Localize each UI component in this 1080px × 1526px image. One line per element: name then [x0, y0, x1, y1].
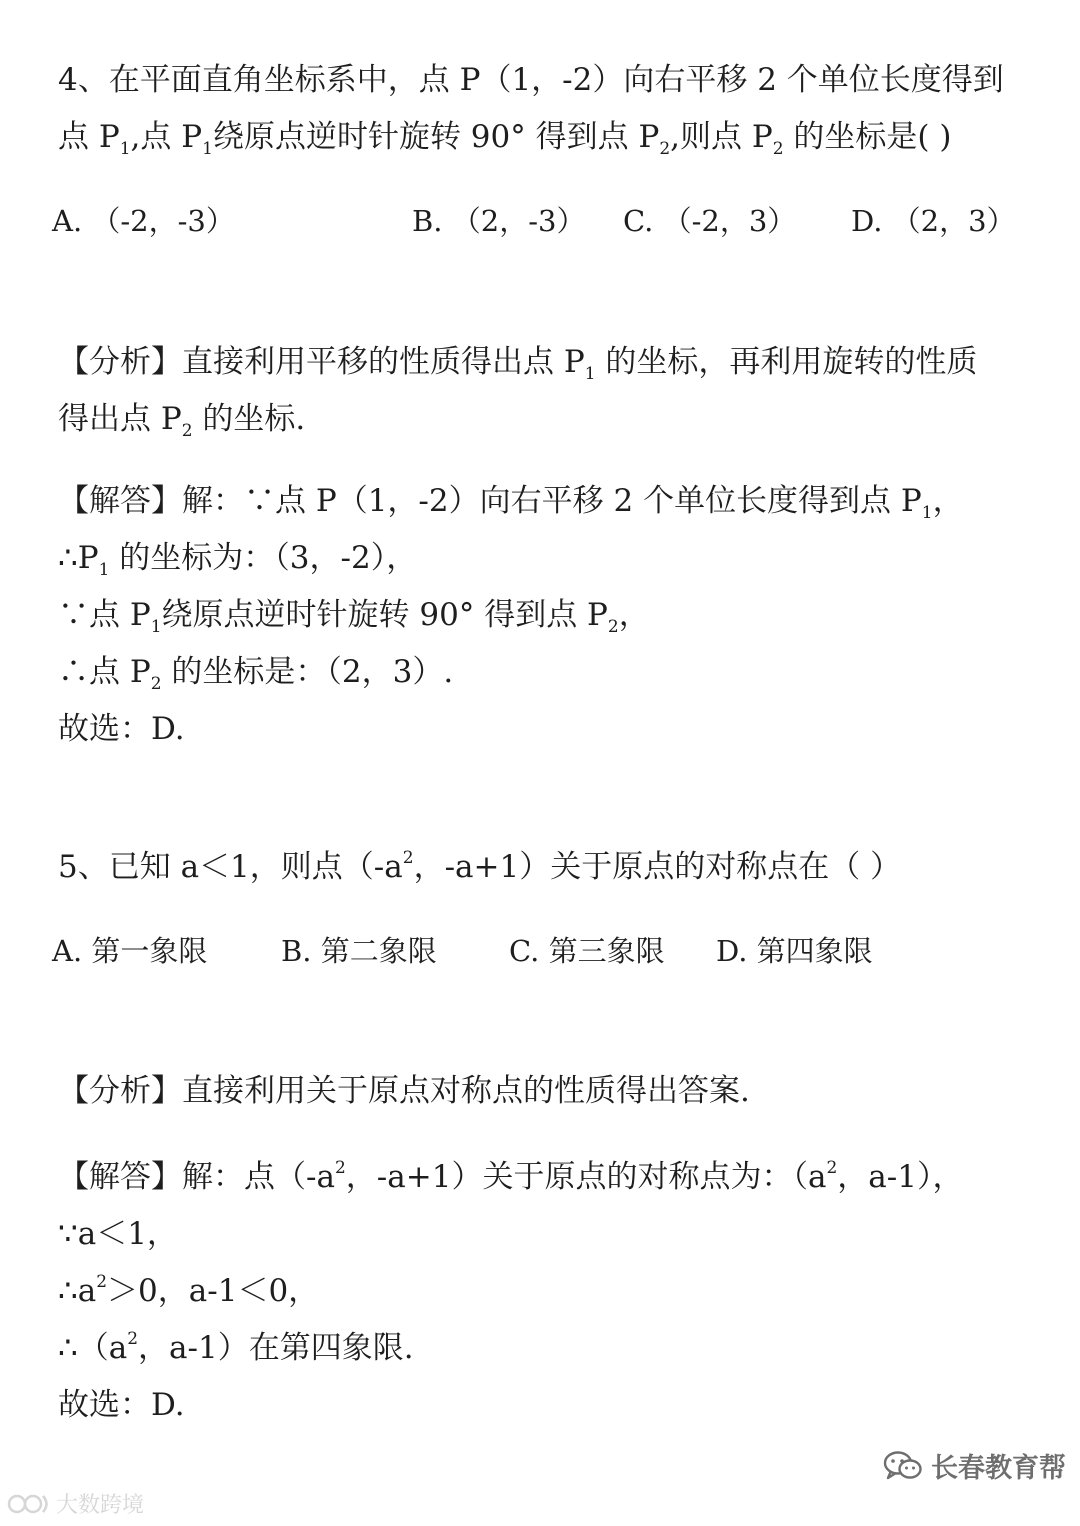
q5-option-c: C. 第三象限	[509, 934, 665, 968]
q5-answer-line-1	[58, 1155, 963, 1199]
answer-text: ，	[618, 597, 650, 633]
q5-answer-line-3	[58, 1269, 319, 1313]
subscript: 1	[202, 139, 213, 159]
q4-analysis-line-1	[58, 340, 977, 384]
q4-answer-choice: 故选：D.	[58, 711, 185, 747]
q5-answer-line-4	[58, 1326, 414, 1370]
q4-stem-line-1	[58, 58, 1004, 102]
answer-text: 【解答】解：点（-a	[58, 1159, 335, 1195]
q4-option-b: B. （2，-3）	[412, 204, 586, 238]
superscript: 2	[96, 1272, 108, 1292]
q4-stem-text: 点 P	[58, 119, 120, 155]
q5-option-b: B. 第二象限	[281, 934, 437, 968]
corner-watermark	[6, 1488, 144, 1519]
account-name: 长春教育帮	[931, 1453, 1066, 1484]
analysis-text: 得出点 P	[58, 401, 182, 437]
answer-text: ，a-1）在第四象限.	[138, 1330, 414, 1366]
superscript: 2	[334, 1158, 346, 1178]
logo-icon	[6, 1491, 52, 1517]
superscript: 2	[826, 1158, 838, 1178]
wechat-icon	[883, 1449, 923, 1483]
answer-text: ，	[932, 483, 964, 519]
answer-text: ∴（a	[58, 1330, 128, 1366]
analysis-text: 的坐标，再利用旋转的性质	[595, 344, 978, 380]
q5-answer-choice: 故选：D.	[58, 1387, 185, 1423]
q4-answer-line-3	[58, 593, 650, 637]
answer-text: 的坐标为：（3，-2），	[109, 540, 418, 576]
q4-stem-text: ,点 P	[130, 119, 203, 155]
wechat-watermark	[883, 1446, 1066, 1485]
subscript: 2	[181, 421, 193, 441]
q5-stem-text: ，-a+1）关于原点的对称点在（ ）	[413, 849, 902, 885]
answer-text: ∵点 P	[58, 597, 151, 633]
q4-stem-line-2	[58, 115, 951, 159]
subscript: 2	[772, 139, 784, 159]
subscript: 2	[150, 674, 162, 694]
answer-text: ∴点 P	[58, 654, 151, 690]
answer-text: ∴P	[58, 540, 99, 576]
q5-stem	[58, 845, 901, 889]
q4-answer-line-1	[58, 479, 964, 523]
subscript: 1	[584, 364, 596, 384]
answer-text: 【解答】解：∵点 P（1，-2）向右平移 2 个单位长度得到点 P	[58, 483, 922, 519]
q4-option-c: C. （-2，3）	[623, 204, 797, 238]
subscript: 2	[607, 617, 619, 637]
superscript: 2	[402, 848, 414, 868]
q4-answer-line-2	[58, 536, 417, 580]
q4-stem-text: 在平面直角坐标系中，点 P（1，-2）向右平移 2 个单位长度得到	[108, 62, 1004, 98]
answer-text: ∴a	[58, 1273, 97, 1309]
q4-option-a: A. （-2，-3）	[52, 204, 235, 238]
q5-answer-line-2: ∵a＜1，	[58, 1216, 178, 1252]
answer-text: ，a-1），	[837, 1159, 964, 1195]
analysis-text: 【分析】直接利用平移的性质得出点 P	[58, 344, 585, 380]
answer-text: 绕原点逆时针旋转 90° 得到点 P	[161, 597, 608, 633]
q4-analysis-line-2	[58, 397, 305, 441]
q4-answer-line-4	[58, 650, 453, 694]
q4-stem-text: 绕原点逆时针旋转 90° 得到点 P	[212, 119, 660, 155]
answer-text: ，-a+1）关于原点的对称点为：（a	[345, 1159, 827, 1195]
q4-stem-text: 的坐标是( )	[783, 119, 952, 155]
subscript: 1	[98, 560, 110, 580]
q5-stem-text: 5、已知 a＜1，则点（-a	[58, 849, 403, 885]
analysis-text: 的坐标.	[192, 401, 306, 437]
q4-option-d: D. （2，3）	[851, 204, 1016, 238]
q5-analysis: 【分析】直接利用关于原点对称点的性质得出答案.	[58, 1073, 750, 1109]
q5-option-d: D. 第四象限	[716, 934, 873, 968]
answer-text: 的坐标是：（2，3）.	[161, 654, 454, 690]
subscript: 1	[119, 139, 131, 159]
watermark-text: 大数跨境	[56, 1493, 145, 1518]
q4-number: 4、	[58, 62, 109, 98]
q4-stem-text: ,则点 P	[670, 119, 773, 155]
superscript: 2	[127, 1329, 139, 1349]
subscript: 1	[921, 503, 933, 523]
q5-option-a: A. 第一象限	[52, 934, 208, 968]
subscript: 2	[659, 139, 671, 159]
answer-text: ＞0，a-1＜0，	[107, 1273, 320, 1309]
subscript: 1	[150, 617, 162, 637]
